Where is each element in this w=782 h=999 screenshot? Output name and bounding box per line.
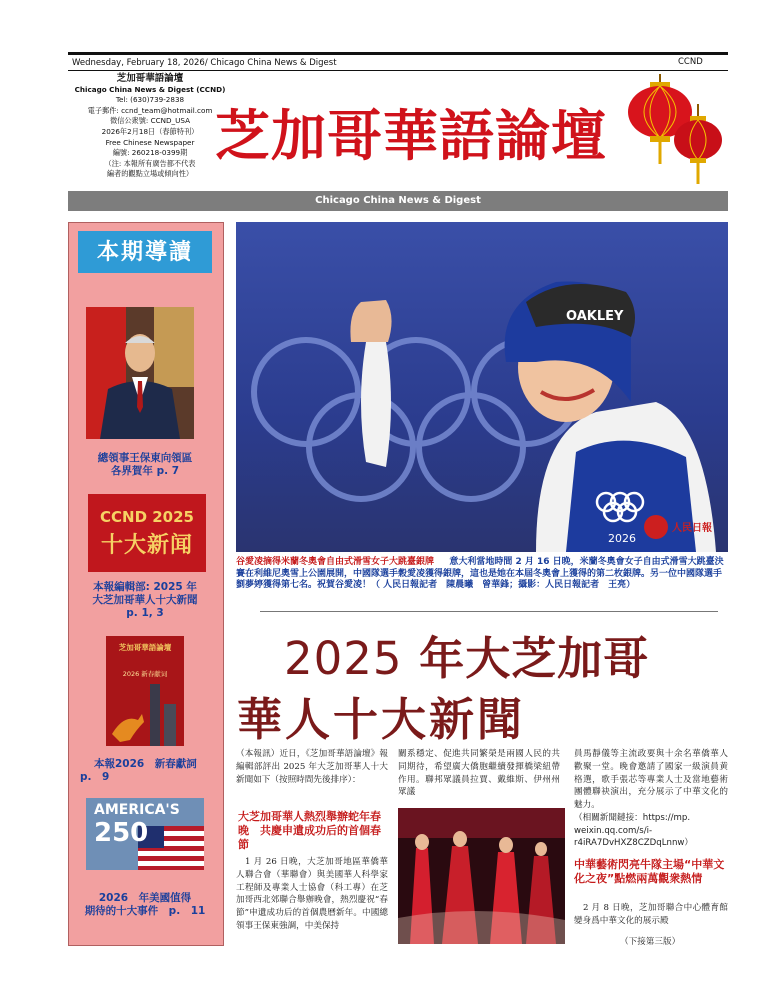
- sidebar-caption-1[interactable]: 總領事王保東向領區 各界賀年 p. 7: [97, 452, 193, 477]
- consul-general-photo[interactable]: [86, 307, 194, 439]
- ccnd-2025-badge[interactable]: [88, 494, 206, 572]
- skier-photo[interactable]: [236, 222, 728, 552]
- masthead-info: [70, 74, 230, 180]
- masthead-title: 芝加哥華語論壇: [215, 103, 608, 168]
- cover-title: 芝加哥華語論壇: [118, 643, 172, 652]
- col3-text: 員馬靜儀等主流政要與十余名華僑華人歡聚一堂。晚會邀請了國家一級演員黄格選，歌手張芯等專業人士及當地藝術團體聯袂演出，充分展示了中華文化的魅力。: [574, 749, 728, 811]
- header-rule: [68, 70, 728, 71]
- item2-title[interactable]: 中華藝術閃亮牛隊主場“中華文化之夜”點燃兩萬觀衆熱情: [574, 858, 725, 885]
- issue-date: 2026年2月18日（春節特刊）: [101, 126, 199, 136]
- headline-line2: 華人十大新聞: [237, 693, 526, 746]
- disclaimer-1: （注: 本報所有廣告都不代表: [104, 158, 196, 168]
- photo-caption: [236, 557, 728, 592]
- watermark: 人民日報: [672, 523, 712, 534]
- banner: Chicago China News & Digest: [68, 191, 728, 211]
- headline-cn: 年大芝加哥: [402, 632, 650, 685]
- sidebar-heading: 本期導讀: [78, 231, 212, 273]
- article-intro: （本報訊）近日，《芝加哥華語論壇》報編輯部評出 2025 年大芝加哥華人十大新聞如下（按照時間先後排序）：: [236, 749, 388, 785]
- issue-no: 編號: 260218-0399期: [112, 148, 188, 158]
- america-250-badge[interactable]: [86, 798, 204, 870]
- skyline-horse-icon: [106, 684, 184, 746]
- email[interactable]: 電子郵件: ccnd_team@hotmail.com: [87, 105, 213, 115]
- item2-body: 2 月 8 日晚，芝加哥聯合中心體育館變身爲中華文化的展示殿: [574, 903, 728, 926]
- badge-title: 十大新闻: [100, 532, 193, 558]
- masthead-en: Chicago China News & Digest (CCND): [74, 84, 226, 94]
- section-rule: [260, 611, 718, 612]
- badge-250: 250: [94, 818, 149, 848]
- new-year-cover[interactable]: [106, 636, 184, 746]
- lantern-icon: [620, 74, 730, 186]
- continued-note: （下接第三版）: [620, 937, 681, 947]
- cover-subtitle: 2026 新春献词: [122, 670, 168, 678]
- caption-lead: 谷愛凌摘得米蘭冬奧會自由式滑雪女子大跳臺銀牌: [236, 557, 435, 567]
- headline-line1: [284, 622, 649, 687]
- item1-body: 1 月 26 日晚，大芝加哥地區華僑華人聯合會（華聯會）與美國華人科學家工程師及專業人士協會（科工專）在芝加哥西北郊聯合舉辦晚會，熱烈慶祝“春節”申遺成功后的首個農曆新年。中國總領事王保東強調，中美保持: [236, 857, 388, 931]
- disclaimer-2: 編者的觀點立場或傾向性）: [106, 169, 194, 179]
- tel: Tel: (630)739-2838: [115, 95, 185, 105]
- badge-america: AMERICA'S: [94, 802, 180, 818]
- badge-year: CCND 2025: [100, 508, 194, 526]
- bib-year: 2026: [608, 532, 636, 545]
- headline-year: 2025: [284, 632, 403, 685]
- sidebar-caption-4[interactable]: 2026 年美國值得 期待的十大事件 p. 11: [84, 892, 206, 917]
- sidebar-caption-3[interactable]: 本報2026 新春獻詞 p. 9: [80, 758, 197, 783]
- wechat: 微信公衆號: CCND_USA: [109, 116, 191, 126]
- caption-body: 意大利當地時間 2 月 16 日晚，米蘭冬奧會女子自由式滑雪大跳臺決賽在利維尼奧雪上公園展開，中國隊選手穀愛凌獲得銀牌，這也是她在本屆冬奧會上獲得的第二枚銀牌。另一位中國隊選手劉夢婷獲得第七名。祝賀谷愛凌！（ 人民日報記者 陳晨曦 曾華鋒；攝影：人民日報記者 王亮）: [236, 557, 724, 590]
- related-link[interactable]: （相關新聞鏈接：https://mp. weixin.qq.com/s/i- r4iRA7DvHXZ8CZDqLnnw）: [574, 813, 694, 849]
- helmet-text: OAKLEY: [566, 309, 624, 324]
- masthead-cn: 芝加哥華語論壇: [116, 73, 184, 84]
- col2-text: 關系穩定、促進共同繁榮是兩國人民的共同期待，希望廣大僑胞繼續發揮橋梁紐帶作用。聯邦眾議員拉賈、戴維斯、伊州州眾議: [398, 749, 560, 798]
- item1-title[interactable]: 大芝加哥華人熱烈舉辦蛇年春晚 共慶申遺成功后的首個春節: [238, 810, 381, 851]
- sidebar-caption-2[interactable]: 本報編輯部: 2025 年 大芝加哥華人十大新聞 p. 1, 3: [92, 581, 198, 619]
- date-line: Wednesday, February 18, 2026/ Chicago China News & Digest: [72, 58, 337, 68]
- free-paper: Free Chinese Newspaper: [105, 137, 195, 147]
- ccnd-tag: CCND: [678, 57, 703, 67]
- performance-photo[interactable]: [398, 808, 565, 944]
- top-rule: [68, 52, 728, 55]
